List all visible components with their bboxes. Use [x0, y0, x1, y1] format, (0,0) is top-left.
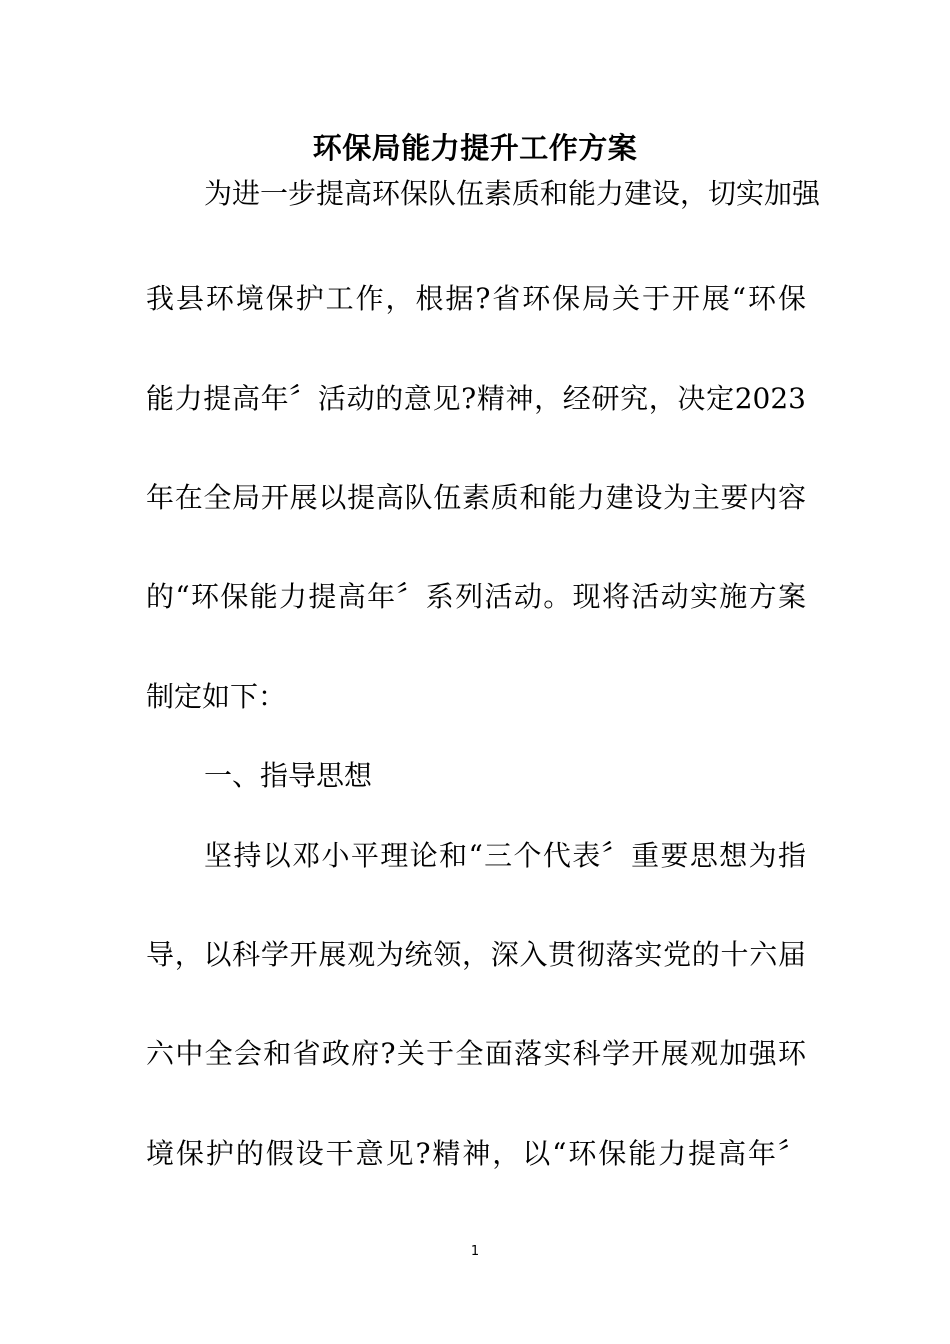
paragraph-line: 我县环境保护工作，根据?省环保局关于开展“环保 [146, 282, 806, 315]
page-number: 1 [470, 1244, 480, 1259]
document-title: 环保局能力提升工作方案 [312, 131, 638, 165]
paragraph-line: 境保护的假设干意见?精神，以“环保能力提高年〞 [146, 1137, 806, 1170]
paragraph-line: 导，以科学开展观为统领，深入贯彻落实党的十六届 [146, 938, 806, 971]
section-heading: 一、指导思想 [204, 759, 373, 792]
paragraph-line: 制定如下： [146, 680, 287, 713]
paragraph-line: 坚持以邓小平理论和“三个代表〞重要思想为指 [204, 839, 806, 872]
paragraph-line: 为进一步提高环保队伍素质和能力建设，切实加强 [204, 177, 821, 210]
paragraph-line: 的“环保能力提高年〞系列活动。现将活动实施方案 [146, 580, 806, 613]
paragraph-line: 六中全会和省政府?关于全面落实科学开展观加强环 [146, 1037, 806, 1070]
paragraph-line: 年在全局开展以提高队伍素质和能力建设为主要内容 [146, 481, 806, 514]
paragraph-line: 能力提高年〞活动的意见?精神，经研究，决定2023 [146, 382, 806, 415]
